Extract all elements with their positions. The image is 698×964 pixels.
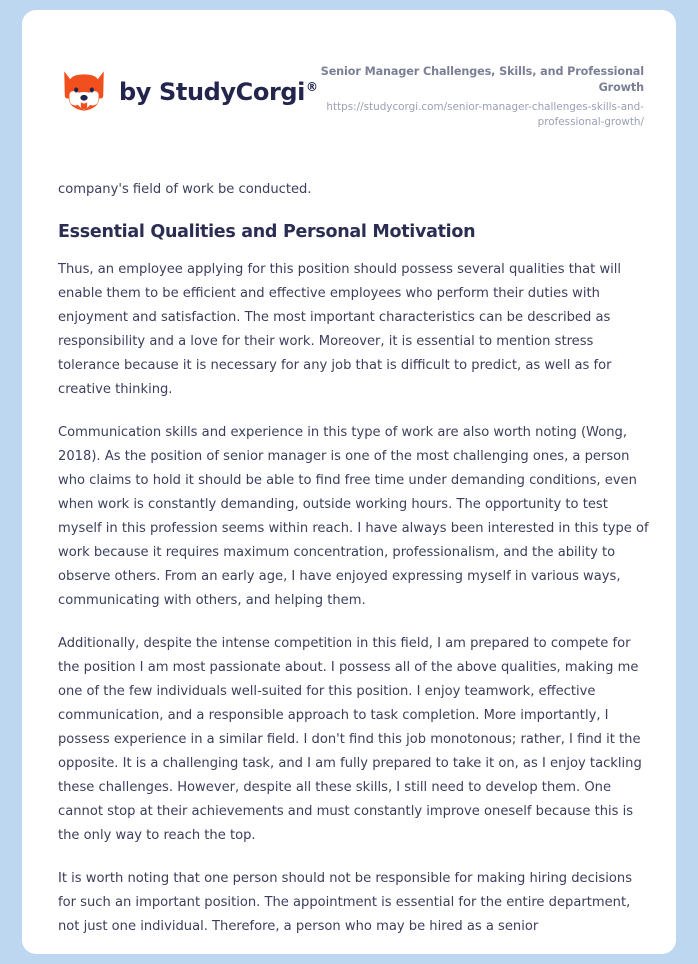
document-body <box>22 178 676 939</box>
header-meta <box>318 62 644 130</box>
document-title: Senior Manager Challenges, Skills, and Professional Growth <box>320 65 644 94</box>
document-header <box>22 10 676 130</box>
document-page <box>22 10 676 954</box>
document-url[interactable]: https://studycorgi.com/senior-manager-challenges-skills-and-professional-growth/ <box>326 100 644 128</box>
paragraph-2: Communication skills and experience in this type of work are also worth noting (Wong, 2018). As the position of senior manager is one of the most challenging ones, a person who claims to hold it should be able to find free time under demanding conditions, even when work is constantly demanding, outside working hours. The opportunity to test myself in this profession seems within reach. I have always been interested in this type of work because it requires maximum concentration, professionalism, and the ability to observe others. From an early age, I have enjoyed expressing myself in various ways, communicating with others, and helping them. <box>58 424 649 608</box>
section-heading: Essential Qualities and Personal Motivation <box>58 221 476 242</box>
brand-logo[interactable] <box>58 62 318 118</box>
paragraph-1: Thus, an employee applying for this position should possess several qualities that will enable them to be efficient and effective employees who perform their duties with enjoyment and satisfaction. The most important characteristics can be described as responsibility and a love for their work. Moreover, it is essential to mention stress tolerance because it is necessary for any job that is difficult to predict, as well as for creative thinking. <box>58 261 622 397</box>
paragraph-4: It is worth noting that one person should not be responsible for making hiring decisions for such an important position. The appointment is essential for the entire department, not just one individual. Therefore, a person who may be hired as a senior <box>58 870 633 934</box>
corgi-logo-icon <box>58 66 110 118</box>
paragraph-3: Additionally, despite the intense competition in this field, I am prepared to compete for the position I am most passionate about. I possess all of the above qualities, making me one of the few individuals well-suited for this position. I enjoy teamwork, effective communication, and a responsible approach to task completion. More importantly, I possess experience in a similar field. I don't find this job monotonous; rather, I find it the opposite. It is a challenging task, and I am fully prepared to take it on, as I enjoy tackling these challenges. However, despite all these skills, I still need to develop them. One cannot stop at their achievements and must constantly improve oneself because this is the only way to reach the top. <box>58 635 642 843</box>
paragraph-intro-fragment: company's field of work be conducted. <box>58 181 312 197</box>
registered-mark: ® <box>306 80 318 94</box>
brand-name-text: by StudyCorgi <box>119 78 305 106</box>
brand-name <box>119 78 318 106</box>
